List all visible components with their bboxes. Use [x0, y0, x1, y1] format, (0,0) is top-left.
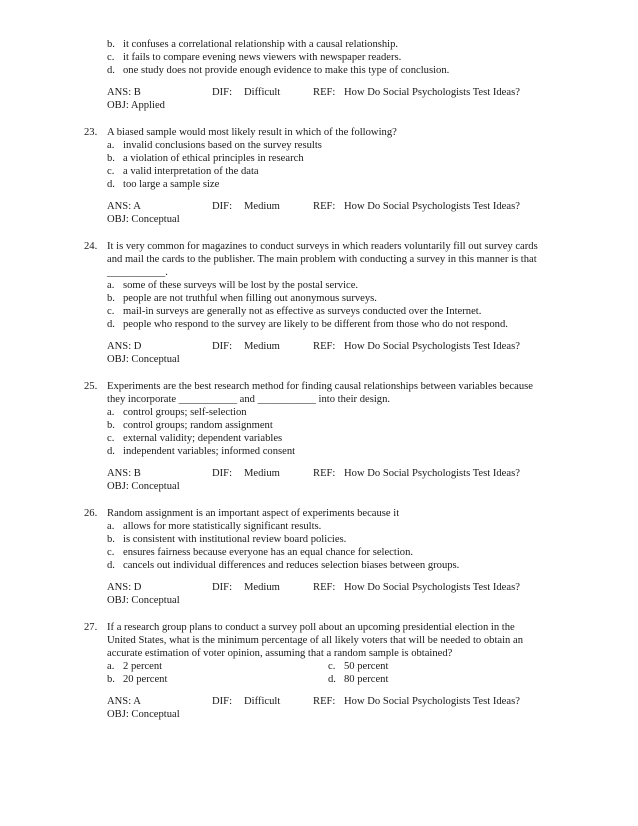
difficulty-value: Difficult: [244, 87, 281, 98]
question-text: ___________.: [107, 267, 168, 278]
answer-key: ANS: A: [107, 696, 141, 707]
option-a: a. 2 percent: [107, 661, 163, 672]
option-c: c. ensures fairness because everyone has an equal chance for selection.: [107, 547, 414, 558]
objective: OBJ: Conceptual: [107, 709, 180, 720]
reference-label: REF:: [313, 341, 336, 352]
reference-label: REF:: [313, 87, 336, 98]
option-d: d. people who respond to the survey are likely to be different from those who do not respond.: [107, 319, 508, 330]
difficulty-value: Medium: [244, 201, 280, 212]
question-text: Random assignment is an important aspect of experiments because it: [107, 508, 400, 519]
difficulty-label: DIF:: [212, 582, 233, 593]
difficulty-value: Medium: [244, 341, 280, 352]
option-c: c. external validity; dependent variables: [107, 433, 283, 444]
option-b: b. control groups; random assignment: [107, 420, 273, 431]
difficulty-value: Medium: [244, 582, 280, 593]
question-number: 23.: [84, 127, 98, 138]
difficulty-label: DIF:: [212, 696, 233, 707]
option-b: b. people are not truthful when filling out anonymous surveys.: [107, 293, 377, 304]
question-text: Experiments are the best research method for finding causal relationships between variables because: [107, 381, 533, 392]
option-c: c. mail-in surveys are generally not as effective as surveys conducted over the Internet.: [107, 306, 482, 317]
difficulty-label: DIF:: [212, 341, 233, 352]
option-a: a. allows for more statistically significant results.: [107, 521, 322, 532]
option-d: d. one study does not provide enough evidence to make this type of conclusion.: [107, 65, 450, 76]
answer-key: ANS: D: [107, 341, 142, 352]
option-c: c. 50 percent: [328, 661, 389, 672]
option-d: d. independent variables; informed consent: [107, 446, 296, 457]
objective: OBJ: Conceptual: [107, 354, 180, 365]
difficulty-value: Difficult: [244, 696, 281, 707]
question-text: It is very common for magazines to conduct surveys in which readers voluntarily fill out survey cards: [107, 241, 538, 252]
option-b: b. 20 percent: [107, 674, 168, 685]
option-c: c. a valid interpretation of the data: [107, 166, 259, 177]
objective: OBJ: Conceptual: [107, 481, 180, 492]
objective: OBJ: Conceptual: [107, 214, 180, 225]
question-text: If a research group plans to conduct a survey poll about an upcoming presidential election in the: [107, 622, 515, 633]
option-b: b. it confuses a correlational relationship with a causal relationship.: [107, 39, 399, 50]
reference-label: REF:: [313, 201, 336, 212]
question-text: they incorporate ___________ and ___________ into their design.: [107, 394, 391, 405]
option-a: a. invalid conclusions based on the survey results: [107, 140, 322, 151]
reference-value: How Do Social Psychologists Test Ideas?: [344, 696, 520, 707]
question-text: accurate estimation of voter opinion, assuming that a random sample is obtained?: [107, 648, 453, 659]
option-d: d. cancels out individual differences and reduces selection biases between groups.: [107, 560, 460, 571]
objective: OBJ: Conceptual: [107, 595, 180, 606]
reference-label: REF:: [313, 582, 336, 593]
reference-label: REF:: [313, 696, 336, 707]
answer-key: ANS: B: [107, 468, 141, 479]
option-c: c. it fails to compare evening news viewers with newspaper readers.: [107, 52, 402, 63]
option-d: d. too large a sample size: [107, 179, 220, 190]
question-number: 24.: [84, 241, 98, 252]
reference-value: How Do Social Psychologists Test Ideas?: [344, 87, 520, 98]
reference-label: REF:: [313, 468, 336, 479]
reference-value: How Do Social Psychologists Test Ideas?: [344, 582, 520, 593]
answer-key: ANS: A: [107, 201, 141, 212]
question-text: A biased sample would most likely result in which of the following?: [107, 127, 397, 138]
question-number: 25.: [84, 381, 98, 392]
objective: OBJ: Applied: [107, 100, 165, 111]
reference-value: How Do Social Psychologists Test Ideas?: [344, 468, 520, 479]
difficulty-value: Medium: [244, 468, 280, 479]
difficulty-label: DIF:: [212, 468, 233, 479]
option-b: b. a violation of ethical principles in research: [107, 153, 304, 164]
reference-value: How Do Social Psychologists Test Ideas?: [344, 341, 520, 352]
question-text: and mail the cards to the publisher. The main problem with conducting a survey in this manner is that: [107, 254, 537, 265]
question-number: 27.: [84, 622, 98, 633]
answer-key: ANS: B: [107, 87, 141, 98]
option-a: a. control groups; self-selection: [107, 407, 247, 418]
option-a: a. some of these surveys will be lost by the postal service.: [107, 280, 359, 291]
question-text: United States, what is the minimum percentage of all likely voters that will be needed to obtain an: [107, 635, 523, 646]
difficulty-label: DIF:: [212, 87, 233, 98]
reference-value: How Do Social Psychologists Test Ideas?: [344, 201, 520, 212]
option-d: d. 80 percent: [328, 674, 389, 685]
option-b: b. is consistent with institutional review board policies.: [107, 534, 347, 545]
answer-key: ANS: D: [107, 582, 142, 593]
difficulty-label: DIF:: [212, 201, 233, 212]
question-number: 26.: [84, 508, 98, 519]
